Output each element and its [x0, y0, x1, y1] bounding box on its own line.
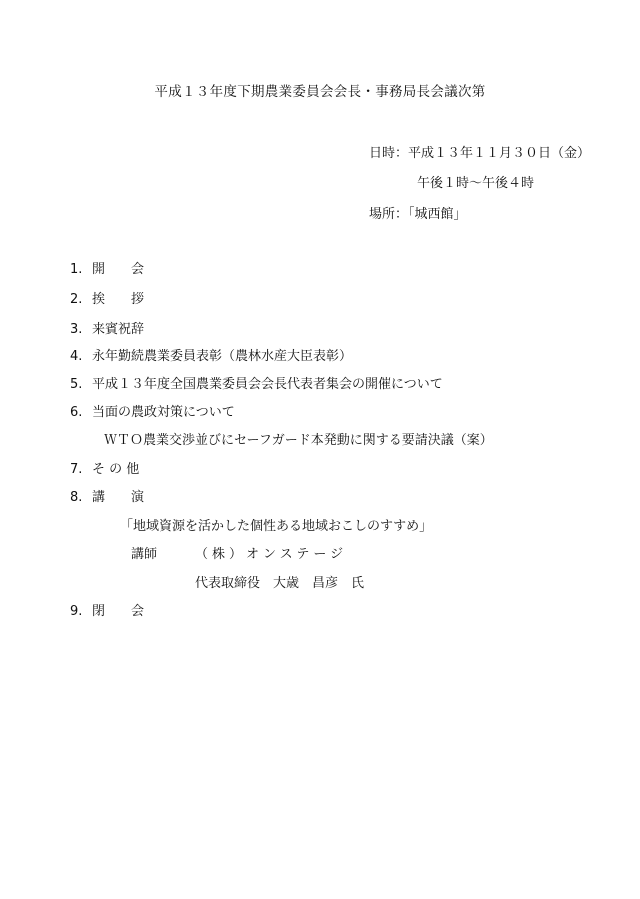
- agenda-item-number: 9.: [70, 604, 83, 619]
- agenda-item-number: 7.: [70, 462, 83, 477]
- agenda-item-text: 平成１３年度全国農業委員会会長代表者集会の開催について: [92, 377, 443, 392]
- meeting-time: 午後１時～午後４時: [417, 176, 535, 191]
- agenda-item-number: 1.: [70, 262, 83, 277]
- agenda-item-4: [70, 345, 352, 364]
- lecturer-position-name: 代表取締役 大歳 昌彦 氏: [195, 576, 365, 591]
- agenda-item-text: 講 演: [92, 490, 145, 505]
- lecturer-organization: （株）オンステージ: [195, 547, 348, 562]
- agenda-item-7: [70, 458, 139, 477]
- agenda-item-number: 5.: [70, 377, 83, 392]
- agenda-item-9: [70, 600, 144, 619]
- agenda-item-5: [70, 373, 443, 392]
- meeting-date: 日時：平成１３年１１月３０日（金）: [369, 146, 591, 161]
- agenda-item-text: 来賓祝辞: [92, 322, 145, 337]
- lecture-theme: 「地域資源を活かした個性ある地域おこしのすすめ」: [120, 519, 433, 534]
- agenda-item-text: 永年勤続農業委員表彰（農林水産大臣表彰）: [92, 349, 353, 364]
- agenda-item-number: 4.: [70, 349, 83, 364]
- agenda-item-text: 閉 会: [92, 604, 145, 619]
- agenda-item-3: [70, 318, 144, 337]
- document-title: 平成１３年度下期農業委員会会長・事務局長会議次第: [154, 84, 486, 100]
- agenda-item-number: 6.: [70, 405, 83, 420]
- agenda-item-number: 8.: [70, 490, 83, 505]
- agenda-item-2: [70, 288, 144, 307]
- agenda-item-text: 開 会: [92, 262, 145, 277]
- lecturer-label: 講師: [131, 547, 158, 562]
- meeting-place: 場所：「城西館」: [369, 207, 467, 222]
- agenda-item-number: 2.: [70, 292, 83, 307]
- agenda-item-8: [70, 486, 144, 505]
- agenda-item-6-sub: ＷＴＯ農業交渉並びにセーフガード本発動に関する要請決議（案）: [104, 433, 493, 448]
- agenda-item-6: [70, 401, 235, 420]
- agenda-item-1: [70, 258, 144, 277]
- agenda-item-text: 挨 拶: [92, 292, 145, 307]
- agenda-item-text: そ の 他: [92, 462, 140, 477]
- agenda-item-text: 当面の農政対策について: [92, 405, 235, 420]
- agenda-item-number: 3.: [70, 322, 83, 337]
